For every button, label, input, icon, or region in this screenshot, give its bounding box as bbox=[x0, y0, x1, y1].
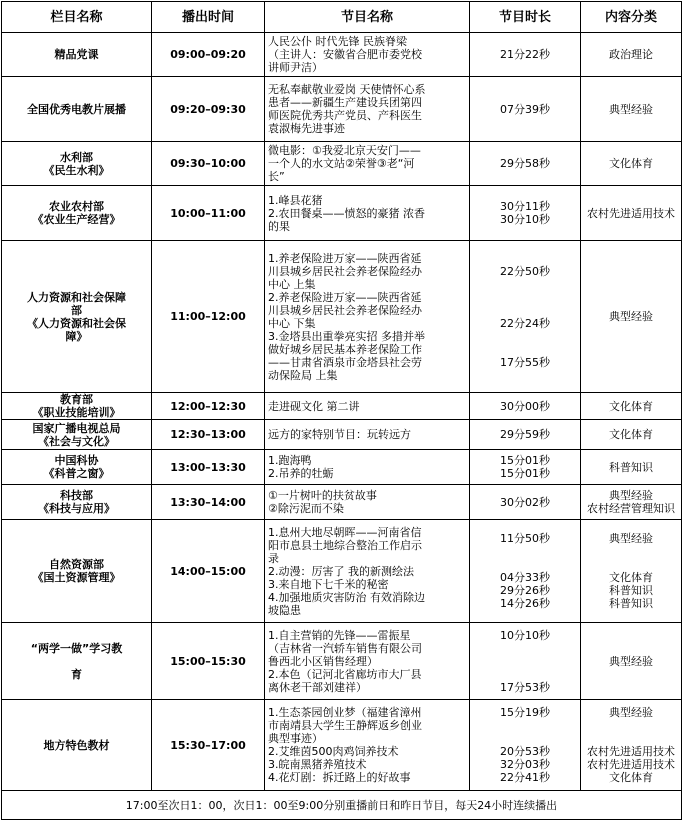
column-name-line: 《农业生产经营》 bbox=[32, 213, 121, 226]
table-row bbox=[2, 485, 682, 520]
program-line: 川县城乡居民社会养老保险经办 bbox=[268, 303, 422, 317]
program-line: 一个人的水文站②荣誉③老“河 bbox=[268, 157, 415, 170]
duration-line: 11分50秒 bbox=[500, 532, 550, 545]
program-cell bbox=[265, 186, 470, 241]
header-row bbox=[2, 2, 682, 33]
footer-row bbox=[2, 791, 682, 820]
air-time-cell: 14:00–15:00 bbox=[152, 520, 265, 623]
column-name-line: 障》 bbox=[65, 329, 88, 343]
column-name-cell bbox=[2, 142, 152, 186]
duration-cell bbox=[470, 142, 581, 186]
duration-line bbox=[473, 304, 577, 317]
program-line: 1.自主营销的先锋——雷振星 bbox=[268, 628, 411, 642]
column-name-line: 《民生水利》 bbox=[43, 163, 110, 177]
program-line: 鲁西北小区销售经理） bbox=[268, 654, 378, 668]
program-line: 典型事迹） bbox=[268, 732, 323, 745]
program-line: 3.金塔县出重拳亮实招 多措并举 bbox=[268, 329, 425, 343]
air-time-cell: 13:30–14:00 bbox=[152, 485, 265, 520]
duration-line bbox=[473, 291, 577, 304]
program-line: 4.花灯剧：拆迁路上的好故事 bbox=[268, 771, 411, 784]
column-name-cell bbox=[2, 77, 152, 142]
program-line: 长” bbox=[268, 170, 285, 183]
column-name-line: 部 bbox=[71, 303, 82, 317]
duration-line: 29分26秒 bbox=[500, 584, 550, 597]
duration-line: 30分02秒 bbox=[500, 495, 550, 509]
duration-line bbox=[473, 343, 577, 356]
duration-line: 22分50秒 bbox=[500, 264, 550, 278]
duration-line bbox=[473, 642, 577, 655]
column-name-cell bbox=[2, 520, 152, 623]
program-line: 远方的家特别节目：玩转远方 bbox=[268, 428, 411, 441]
column-name-line: 《职业技能培训》 bbox=[32, 406, 121, 419]
duration-cell bbox=[470, 186, 581, 241]
column-name-cell bbox=[2, 186, 152, 241]
air-time-cell: 12:00–12:30 bbox=[152, 393, 265, 420]
program-line: 1.养老保险进万家——陕西省延 bbox=[268, 251, 422, 265]
column-name-cell bbox=[2, 420, 152, 450]
duration-cell bbox=[470, 33, 581, 77]
duration-line bbox=[473, 719, 577, 732]
column-name-cell bbox=[2, 700, 152, 791]
category-line: 文化体育 bbox=[609, 157, 653, 170]
air-time-cell: 12:30–13:00 bbox=[152, 420, 265, 450]
program-line: 师医院优秀共产党员、产科医生 bbox=[268, 109, 422, 122]
program-line: 川县城乡居民社会养老保险经办 bbox=[268, 264, 422, 278]
category-cell bbox=[581, 33, 682, 77]
program-line: 1.峰县花猪 bbox=[268, 193, 323, 207]
program-cell bbox=[265, 420, 470, 450]
column-name-line: 精品党课 bbox=[54, 48, 99, 61]
column-name-line: 《科技与应用》 bbox=[38, 502, 115, 515]
duration-cell bbox=[470, 450, 581, 485]
program-line: 走进砚文化 第二讲 bbox=[268, 399, 360, 413]
air-time-cell: 09:20–09:30 bbox=[152, 77, 265, 142]
column-name-cell bbox=[2, 33, 152, 77]
duration-cell bbox=[470, 393, 581, 420]
program-line: 4.加强地质灾害防治 有效消除边 bbox=[268, 590, 425, 604]
category-line: 农村先进适用技术 bbox=[587, 758, 675, 771]
column-name-line: 自然资源部 bbox=[49, 558, 104, 571]
table-row bbox=[2, 450, 682, 485]
duration-line: 17分55秒 bbox=[500, 355, 550, 369]
category-line: 文化体育 bbox=[609, 571, 653, 584]
category-line bbox=[584, 558, 678, 571]
duration-line: 32分03秒 bbox=[500, 758, 550, 771]
duration-line: 20分53秒 bbox=[500, 745, 550, 758]
duration-line bbox=[473, 278, 577, 291]
category-line: 典型经验 bbox=[609, 654, 653, 668]
rebroadcast-note: 17:00至次日1：00，次日1：00至9:00分别重播前日和昨日节目，每天24小时连续播出 bbox=[2, 791, 682, 820]
table-row bbox=[2, 33, 682, 77]
duration-line: 21分22秒 bbox=[500, 48, 550, 61]
category-line: 政治理论 bbox=[609, 48, 653, 61]
column-name-line: 中国科协 bbox=[54, 454, 99, 467]
air-time-cell: 13:00–13:30 bbox=[152, 450, 265, 485]
column-name-line: 育 bbox=[71, 667, 82, 681]
category-line bbox=[584, 545, 678, 558]
program-line: 2.艾维茵500肉鸡饲养技术 bbox=[268, 745, 399, 758]
header-category: 内容分类 bbox=[581, 2, 682, 33]
column-name-line: “两学一做”学习教 bbox=[30, 641, 123, 655]
column-name-line: 教育部 bbox=[60, 393, 93, 406]
duration-cell bbox=[470, 485, 581, 520]
column-name-cell bbox=[2, 450, 152, 485]
duration-cell bbox=[470, 520, 581, 623]
program-line: 2.吊养的牡蛎 bbox=[268, 467, 334, 480]
program-line: 患者——新疆生产建设兵团第四 bbox=[268, 96, 422, 109]
duration-line bbox=[473, 732, 577, 745]
program-line: 市南靖县大学生王静辉返乡创业 bbox=[268, 719, 422, 732]
schedule-body bbox=[2, 33, 682, 791]
duration-line bbox=[473, 668, 577, 681]
category-cell bbox=[581, 623, 682, 700]
table-row bbox=[2, 520, 682, 623]
program-line: 微电影：①我爱北京天安门—— bbox=[268, 144, 421, 157]
program-line: 人民公仆 时代先锋 民族脊梁 bbox=[268, 35, 407, 48]
duration-line: 17分53秒 bbox=[500, 680, 550, 694]
duration-line: 30分00秒 bbox=[500, 399, 550, 413]
program-line: （主讲人：安徽省合肥市委党校 bbox=[268, 48, 422, 61]
program-line: 2.养老保险进万家——陕西省延 bbox=[268, 290, 422, 304]
program-line: 1.生态茶园创业梦（福建省漳州 bbox=[268, 706, 422, 719]
category-line: 农村经营管理知识 bbox=[587, 502, 675, 515]
duration-line: 30分10秒 bbox=[500, 213, 550, 226]
air-time-cell: 10:00–11:00 bbox=[152, 186, 265, 241]
category-line: 典型经验 bbox=[609, 532, 653, 545]
program-line: 2.农田餐桌——愤怒的豪猪 浓香 bbox=[268, 206, 425, 220]
program-line: ——甘肃省酒泉市金塔县社会劳 bbox=[268, 355, 422, 369]
duration-cell bbox=[470, 623, 581, 700]
duration-cell bbox=[470, 241, 581, 393]
column-name-line: 国家广播电视总局 bbox=[32, 421, 121, 435]
category-line: 科普知识 bbox=[609, 597, 653, 610]
program-cell bbox=[265, 393, 470, 420]
column-name-cell bbox=[2, 623, 152, 700]
program-line: 动保险局 上集 bbox=[268, 368, 338, 382]
duration-line bbox=[473, 330, 577, 343]
table-row bbox=[2, 77, 682, 142]
program-cell bbox=[265, 450, 470, 485]
column-name-line: 科技部 bbox=[60, 489, 93, 502]
duration-cell bbox=[470, 77, 581, 142]
air-time-cell: 15:00–15:30 bbox=[152, 623, 265, 700]
program-line: 3.来自地下七千米的秘密 bbox=[268, 577, 389, 591]
air-time-cell: 09:00–09:20 bbox=[152, 33, 265, 77]
category-line: 典型经验 bbox=[609, 102, 653, 116]
table-row bbox=[2, 186, 682, 241]
program-line: 3.皖南黑猪养殖技术 bbox=[268, 758, 367, 771]
schedule-table bbox=[1, 1, 682, 820]
category-line: 科普知识 bbox=[609, 584, 653, 597]
column-name-line: 《国土资源管理》 bbox=[32, 571, 121, 584]
column-name-line: 人力资源和社会保障 bbox=[27, 290, 126, 304]
table-row bbox=[2, 420, 682, 450]
program-line: 1.息州大地尽朝晖——河南省信 bbox=[268, 525, 422, 539]
duration-line: 30分11秒 bbox=[500, 200, 550, 213]
program-cell bbox=[265, 520, 470, 623]
column-name-line: 农业农村部 bbox=[49, 200, 104, 213]
program-line: 离休老干部刘建祥） bbox=[268, 680, 367, 694]
column-name-line bbox=[5, 655, 148, 668]
column-name-line: 全国优秀电教片展播 bbox=[27, 102, 126, 116]
column-name-cell bbox=[2, 485, 152, 520]
duration-line: 29分59秒 bbox=[500, 428, 550, 441]
program-line: 做好城乡居民基本养老保险工作 bbox=[268, 342, 422, 356]
program-cell bbox=[265, 623, 470, 700]
column-name-line: 地方特色教材 bbox=[43, 738, 110, 752]
duration-cell bbox=[470, 700, 581, 791]
duration-line: 07分39秒 bbox=[500, 102, 550, 116]
category-cell bbox=[581, 241, 682, 393]
duration-line bbox=[473, 558, 577, 571]
category-line: 文化体育 bbox=[609, 771, 653, 784]
duration-line: 15分01秒 bbox=[500, 454, 550, 467]
category-line: 典型经验 bbox=[609, 489, 653, 502]
duration-line: 10分10秒 bbox=[500, 628, 550, 642]
header-program-name: 节目名称 bbox=[265, 2, 470, 33]
table-row bbox=[2, 700, 682, 791]
category-line: 农村先进适用技术 bbox=[587, 745, 675, 758]
category-cell bbox=[581, 520, 682, 623]
program-line: 录 bbox=[268, 551, 279, 565]
category-cell bbox=[581, 700, 682, 791]
column-name-line: 《社会与文化》 bbox=[38, 434, 115, 448]
column-name-line: 水利部 bbox=[60, 150, 93, 164]
category-line: 文化体育 bbox=[609, 399, 653, 413]
duration-line: 15分19秒 bbox=[500, 706, 550, 719]
category-cell bbox=[581, 450, 682, 485]
duration-line bbox=[473, 655, 577, 668]
column-name-cell bbox=[2, 241, 152, 393]
program-line: （吉林省一汽轿车销售有限公司 bbox=[268, 641, 422, 655]
program-line: 袁淑梅先进事迹 bbox=[268, 122, 345, 135]
table-row bbox=[2, 393, 682, 420]
category-cell bbox=[581, 393, 682, 420]
duration-line: 22分24秒 bbox=[500, 316, 550, 330]
program-line: 讲师尹洁） bbox=[268, 61, 323, 74]
duration-cell bbox=[470, 420, 581, 450]
duration-line: 04分33秒 bbox=[500, 571, 550, 584]
category-line: 农村先进适用技术 bbox=[587, 206, 675, 220]
air-time-cell: 11:00–12:00 bbox=[152, 241, 265, 393]
column-name-line: 《人力资源和社会保 bbox=[27, 316, 126, 330]
air-time-cell: 09:30–10:00 bbox=[152, 142, 265, 186]
table-row bbox=[2, 241, 682, 393]
column-name-cell bbox=[2, 393, 152, 420]
category-cell bbox=[581, 420, 682, 450]
program-line: ①一片树叶的扶贫故事 bbox=[268, 489, 377, 502]
duration-line: 29分58秒 bbox=[500, 157, 550, 170]
category-cell bbox=[581, 186, 682, 241]
program-cell bbox=[265, 241, 470, 393]
duration-line bbox=[473, 545, 577, 558]
program-cell bbox=[265, 77, 470, 142]
program-line: ②除污泥而不染 bbox=[268, 502, 344, 515]
program-line: 的果 bbox=[268, 219, 290, 233]
category-cell bbox=[581, 485, 682, 520]
category-line bbox=[584, 732, 678, 745]
program-cell bbox=[265, 700, 470, 791]
program-line: 1.跑海鸭 bbox=[268, 454, 312, 467]
program-line: 中心 上集 bbox=[268, 277, 316, 291]
category-line: 典型经验 bbox=[609, 310, 653, 323]
column-name-line: 《科普之窗》 bbox=[43, 467, 110, 480]
table-row bbox=[2, 623, 682, 700]
air-time-cell: 15:30–17:00 bbox=[152, 700, 265, 791]
header-column-name: 栏目名称 bbox=[2, 2, 152, 33]
category-line: 科普知识 bbox=[609, 460, 653, 474]
category-line: 文化体育 bbox=[609, 428, 653, 441]
program-cell bbox=[265, 485, 470, 520]
program-line: 2.动漫：厉害了 我的新测绘法 bbox=[268, 564, 414, 578]
header-air-time: 播出时间 bbox=[152, 2, 265, 33]
program-line: 坡隐患 bbox=[268, 603, 301, 617]
program-line: 无私奉献敬业爱岗 天使情怀心系 bbox=[268, 83, 426, 96]
program-line: 中心 下集 bbox=[268, 316, 316, 330]
duration-line: 14分26秒 bbox=[500, 597, 550, 610]
category-cell bbox=[581, 77, 682, 142]
duration-line: 22分41秒 bbox=[500, 771, 550, 784]
category-line bbox=[584, 719, 678, 732]
program-cell bbox=[265, 33, 470, 77]
program-line: 2.本色（记河北省廊坊市大厂县 bbox=[268, 667, 422, 681]
program-line: 阳市息县土地综合整治工作启示 bbox=[268, 538, 422, 552]
header-duration: 节目时长 bbox=[470, 2, 581, 33]
category-cell bbox=[581, 142, 682, 186]
program-cell bbox=[265, 142, 470, 186]
duration-line: 15分01秒 bbox=[500, 467, 550, 480]
table-row bbox=[2, 142, 682, 186]
category-line: 典型经验 bbox=[609, 706, 653, 719]
